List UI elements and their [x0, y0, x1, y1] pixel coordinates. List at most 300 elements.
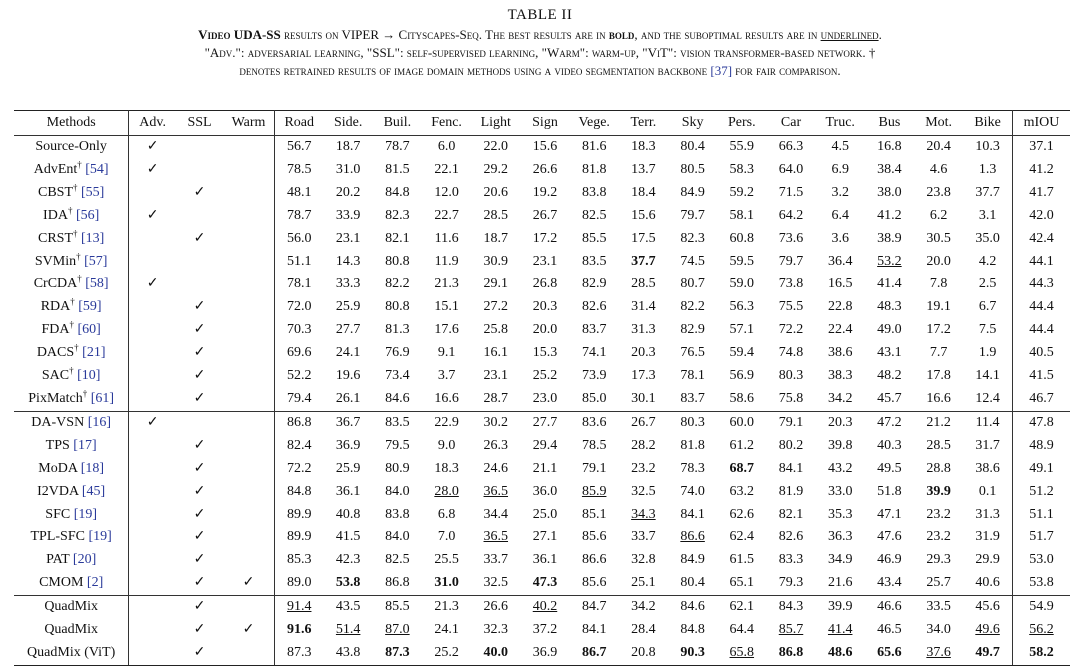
- class-iou-cell: [816, 411, 865, 434]
- value-text: 31.9: [975, 529, 1000, 545]
- value-text: 18.7: [483, 230, 509, 246]
- value-text: 6.0: [437, 139, 456, 154]
- class-iou-cell: [668, 228, 717, 251]
- class-iou-cell: [766, 596, 815, 619]
- class-iou-cell: [914, 342, 963, 365]
- value-text: 41.7: [1029, 184, 1054, 200]
- method-cell: [14, 481, 129, 504]
- table-row: [14, 526, 1070, 549]
- class-iou-cell: [816, 572, 865, 595]
- value-text: 89.9: [286, 529, 312, 545]
- ssl-check-cell: [176, 411, 223, 434]
- value-text: 23.1: [335, 230, 361, 246]
- miou-cell: [1012, 273, 1070, 296]
- table-row: [14, 228, 1070, 251]
- class-iou-cell: [274, 273, 323, 296]
- value-text: 48.1: [286, 184, 312, 200]
- value-text: 6.4: [831, 207, 849, 223]
- class-iou-cell: [520, 549, 569, 572]
- miou-cell: [1012, 228, 1070, 251]
- method-reference: [56]: [75, 207, 100, 223]
- warm-check-cell: [223, 319, 274, 342]
- value-text: 21.3: [434, 599, 459, 615]
- class-iou-cell: [766, 136, 815, 159]
- class-iou-cell: [865, 296, 914, 319]
- value-text: 21.2: [926, 414, 951, 430]
- method-reference: [16]: [87, 414, 112, 430]
- value-text: 47.8: [1029, 414, 1054, 430]
- class-iou-cell: [422, 458, 471, 481]
- miou-cell: [1012, 136, 1070, 159]
- value-text: 79.4: [286, 390, 312, 406]
- value-text: 29.3: [926, 552, 951, 568]
- class-iou-cell: [668, 642, 717, 665]
- class-iou-cell: [816, 205, 865, 228]
- method-name: Source-Only: [35, 139, 107, 154]
- value-text: 55.9: [729, 139, 755, 154]
- value-text: 27.7: [532, 414, 558, 430]
- caption-reference: [37]: [710, 63, 733, 78]
- value-text: 41.2: [1029, 161, 1054, 177]
- class-iou-cell: [520, 228, 569, 251]
- value-text: 41.5: [335, 529, 361, 545]
- value-text: 86.8: [385, 575, 410, 591]
- class-iou-cell: [373, 159, 422, 182]
- value-text: 79.1: [778, 414, 804, 430]
- class-iou-cell: [471, 526, 520, 549]
- warm-check-cell: [223, 458, 274, 481]
- class-iou-cell: [324, 549, 373, 572]
- class-iou-cell: [963, 228, 1012, 251]
- class-iou-cell: [324, 411, 373, 434]
- class-iou-cell: [619, 342, 668, 365]
- class-iou-cell: [570, 205, 619, 228]
- value-text: 4.6: [929, 161, 948, 177]
- value-text: 25.7: [926, 575, 951, 591]
- value-text: 28.5: [631, 276, 656, 292]
- table-row: [14, 411, 1070, 434]
- class-iou-cell: [422, 365, 471, 388]
- value-text: 1.3: [978, 161, 997, 177]
- class-iou-cell: [668, 388, 717, 411]
- method-name: PAT: [46, 552, 70, 568]
- class-iou-cell: [619, 642, 668, 665]
- value-text: 74.5: [680, 253, 705, 269]
- class-iou-cell: [422, 228, 471, 251]
- value-text: 84.0: [385, 529, 410, 545]
- value-text: 53.0: [1029, 552, 1054, 568]
- class-iou-cell: [471, 136, 520, 159]
- value-text: 27.1: [532, 529, 558, 545]
- class-iou-cell: [570, 642, 619, 665]
- class-iou-cell: [865, 273, 914, 296]
- value-text: 43.1: [877, 345, 902, 361]
- value-text: 40.6: [975, 575, 1000, 591]
- column-header: Warm: [223, 111, 274, 136]
- method-name: FDA: [41, 322, 70, 338]
- dagger-mark: †: [76, 250, 81, 261]
- value-text: 46.7: [1029, 390, 1054, 406]
- column-header: Pers.: [717, 111, 766, 136]
- value-text: 26.6: [532, 161, 558, 177]
- class-iou-cell: [865, 596, 914, 619]
- class-iou-cell: [766, 481, 815, 504]
- value-text: 16.5: [827, 276, 853, 292]
- class-iou-cell: [274, 159, 323, 182]
- class-iou-cell: [914, 273, 963, 296]
- value-text: 26.7: [532, 207, 558, 223]
- value-text: 31.4: [631, 299, 656, 315]
- value-text: 78.7: [385, 139, 410, 154]
- caption-lead: Video UDA-SS: [198, 27, 281, 42]
- class-iou-cell: [717, 159, 766, 182]
- table-row: [14, 159, 1070, 182]
- check-mark-icon: ✓: [193, 345, 206, 361]
- value-text: 25.9: [335, 460, 361, 476]
- class-iou-cell: [963, 205, 1012, 228]
- class-iou-cell: [816, 458, 865, 481]
- warm-check-cell: [223, 251, 274, 274]
- class-iou-cell: [422, 182, 471, 205]
- value-text: 3.1: [978, 207, 997, 223]
- class-iou-cell: [471, 159, 520, 182]
- class-iou-cell: [471, 205, 520, 228]
- dagger-mark: †: [73, 182, 78, 193]
- value-text: 58.1: [729, 207, 755, 223]
- class-iou-cell: [865, 319, 914, 342]
- method-name: CrCDA: [33, 276, 78, 292]
- class-iou-cell: [422, 504, 471, 527]
- class-iou-cell: [274, 596, 323, 619]
- class-iou-cell: [619, 435, 668, 458]
- class-iou-cell: [816, 365, 865, 388]
- value-text: 84.8: [680, 622, 705, 638]
- class-iou-cell: [422, 388, 471, 411]
- ssl-check-cell: [176, 596, 223, 619]
- class-iou-cell: [324, 159, 373, 182]
- class-iou-cell: [865, 388, 914, 411]
- value-text: 69.6: [286, 345, 312, 361]
- value-text: 36.9: [335, 437, 361, 453]
- class-iou-cell: [274, 296, 323, 319]
- class-iou-cell: [619, 296, 668, 319]
- class-iou-cell: [766, 365, 815, 388]
- class-iou-cell: [717, 296, 766, 319]
- value-text: 81.8: [581, 161, 607, 177]
- value-text: 33.0: [827, 483, 853, 499]
- value-text: 25.2: [532, 368, 558, 384]
- table-row: [14, 342, 1070, 365]
- class-iou-cell: [520, 182, 569, 205]
- value-text: 37.7: [631, 253, 656, 269]
- table-row: [14, 435, 1070, 458]
- value-text: 63.2: [729, 483, 755, 499]
- value-text: 20.4: [926, 139, 951, 154]
- class-iou-cell: [570, 319, 619, 342]
- value-text: 62.1: [729, 599, 755, 615]
- class-iou-cell: [816, 228, 865, 251]
- class-iou-cell: [274, 435, 323, 458]
- value-text: 84.8: [286, 483, 312, 499]
- class-iou-cell: [914, 458, 963, 481]
- class-iou-cell: [865, 342, 914, 365]
- value-text: 33.5: [926, 599, 951, 615]
- class-iou-cell: [471, 411, 520, 434]
- value-text: 68.7: [729, 460, 755, 476]
- value-text: 29.9: [975, 552, 1000, 568]
- value-text: 65.1: [729, 575, 755, 591]
- value-text: 23.1: [483, 368, 509, 384]
- check-mark-icon: ✓: [193, 184, 206, 200]
- class-iou-cell: [619, 205, 668, 228]
- value-text: 64.0: [778, 161, 804, 177]
- class-iou-cell: [274, 365, 323, 388]
- class-iou-cell: [619, 526, 668, 549]
- value-text: 29.2: [483, 161, 509, 177]
- class-iou-cell: [471, 596, 520, 619]
- adv-check-cell: [129, 342, 176, 365]
- class-iou-cell: [471, 619, 520, 642]
- value-text: 82.3: [385, 207, 410, 223]
- ssl-check-cell: [176, 136, 223, 159]
- method-cell: [14, 205, 129, 228]
- class-iou-cell: [717, 411, 766, 434]
- class-iou-cell: [668, 504, 717, 527]
- method-reference: [13]: [81, 230, 105, 246]
- value-text: 19.2: [532, 184, 558, 200]
- warm-check-cell: [223, 273, 274, 296]
- class-iou-cell: [668, 342, 717, 365]
- value-text: 34.2: [827, 390, 853, 406]
- column-header: Sign: [520, 111, 569, 136]
- column-header: Bike: [963, 111, 1012, 136]
- value-text: 37.1: [1029, 139, 1054, 154]
- value-text: 20.6: [483, 184, 509, 200]
- value-text: 40.8: [335, 506, 361, 522]
- method-name: SVMin: [34, 253, 77, 269]
- value-text: 85.1: [581, 506, 607, 522]
- value-text: 23.2: [926, 529, 951, 545]
- class-iou-cell: [914, 596, 963, 619]
- class-iou-cell: [963, 296, 1012, 319]
- value-text: 19.6: [335, 368, 361, 384]
- class-iou-cell: [963, 642, 1012, 665]
- class-iou-cell: [324, 435, 373, 458]
- class-iou-cell: [373, 319, 422, 342]
- value-text: 36.9: [532, 644, 558, 660]
- value-text: 84.1: [778, 460, 804, 476]
- value-text: 20.0: [926, 253, 951, 269]
- check-mark-icon: ✓: [193, 437, 206, 453]
- ssl-check-cell: [176, 549, 223, 572]
- method-cell: [14, 296, 129, 319]
- value-text: 6.8: [437, 506, 456, 522]
- value-text: 49.7: [975, 644, 1000, 660]
- value-text: 85.7: [778, 622, 804, 638]
- class-iou-cell: [914, 642, 963, 665]
- warm-check-cell: [223, 435, 274, 458]
- adv-check-cell: [129, 182, 176, 205]
- value-text: 28.7: [483, 390, 509, 406]
- class-iou-cell: [373, 251, 422, 274]
- adv-check-cell: [129, 642, 176, 665]
- class-iou-cell: [274, 504, 323, 527]
- class-iou-cell: [274, 319, 323, 342]
- class-iou-cell: [668, 411, 717, 434]
- value-text: 85.3: [286, 552, 312, 568]
- class-iou-cell: [520, 572, 569, 595]
- value-text: 38.9: [877, 230, 902, 246]
- class-iou-cell: [471, 572, 520, 595]
- dagger-mark: †: [77, 159, 82, 170]
- class-iou-cell: [570, 619, 619, 642]
- miou-cell: [1012, 365, 1070, 388]
- class-iou-cell: [520, 411, 569, 434]
- value-text: 11.4: [975, 414, 1000, 430]
- class-iou-cell: [570, 342, 619, 365]
- value-text: 15.3: [532, 345, 558, 361]
- class-iou-cell: [373, 458, 422, 481]
- class-iou-cell: [668, 572, 717, 595]
- class-iou-cell: [668, 273, 717, 296]
- class-iou-cell: [520, 342, 569, 365]
- value-text: 22.9: [434, 414, 459, 430]
- adv-check-cell: [129, 319, 176, 342]
- value-text: 22.7: [434, 207, 459, 223]
- column-header: Mot.: [914, 111, 963, 136]
- method-cell: [14, 458, 129, 481]
- value-text: 31.0: [335, 161, 361, 177]
- class-iou-cell: [717, 342, 766, 365]
- value-text: 17.2: [926, 322, 951, 338]
- value-text: 21.1: [532, 460, 558, 476]
- class-iou-cell: [865, 182, 914, 205]
- value-text: 76.5: [680, 345, 705, 361]
- class-iou-cell: [422, 205, 471, 228]
- class-iou-cell: [766, 619, 815, 642]
- value-text: 6.7: [978, 299, 997, 315]
- value-text: 31.0: [434, 575, 459, 591]
- ssl-check-cell: [176, 572, 223, 595]
- class-iou-cell: [324, 342, 373, 365]
- table-body: [14, 136, 1070, 666]
- caption-text: results on VIPER → Cityscapes-Seq. The best results are in: [280, 27, 609, 42]
- value-text: 84.1: [680, 506, 705, 522]
- value-text: 24.1: [434, 622, 459, 638]
- check-mark-icon: ✓: [146, 276, 159, 292]
- value-text: 12.4: [975, 390, 1000, 406]
- class-iou-cell: [324, 642, 373, 665]
- value-text: 85.6: [581, 575, 607, 591]
- class-iou-cell: [570, 273, 619, 296]
- class-iou-cell: [619, 228, 668, 251]
- class-iou-cell: [865, 251, 914, 274]
- class-iou-cell: [816, 319, 865, 342]
- value-text: 1.9: [978, 345, 997, 361]
- value-text: 74.1: [581, 345, 607, 361]
- caption-line-2: "Adv.": adversarial learning, "SSL": self-supervised learning, "Warm": warm-up, "ViT": vision transformer-based network. †: [204, 45, 876, 60]
- class-iou-cell: [274, 136, 323, 159]
- method-reference: [55]: [81, 184, 105, 200]
- value-text: 78.1: [286, 276, 312, 292]
- class-iou-cell: [373, 411, 422, 434]
- value-text: 10.3: [975, 139, 1000, 154]
- value-text: 48.3: [877, 299, 902, 315]
- value-text: 33.3: [335, 276, 361, 292]
- dagger-mark: †: [77, 273, 82, 284]
- value-text: 65.6: [877, 644, 902, 660]
- class-iou-cell: [865, 159, 914, 182]
- class-iou-cell: [471, 182, 520, 205]
- value-text: 74.0: [680, 483, 705, 499]
- class-iou-cell: [324, 251, 373, 274]
- value-text: 23.1: [532, 253, 558, 269]
- class-iou-cell: [422, 273, 471, 296]
- class-iou-cell: [520, 159, 569, 182]
- value-text: 62.4: [729, 529, 755, 545]
- method-name: I2VDA: [37, 483, 79, 499]
- value-text: 90.3: [680, 644, 705, 660]
- value-text: 36.3: [827, 529, 853, 545]
- value-text: 31.3: [631, 322, 656, 338]
- adv-check-cell: [129, 365, 176, 388]
- class-iou-cell: [963, 159, 1012, 182]
- value-text: 59.5: [729, 253, 755, 269]
- class-iou-cell: [865, 136, 914, 159]
- value-text: 21.3: [434, 276, 459, 292]
- value-text: 27.2: [483, 299, 509, 315]
- class-iou-cell: [963, 596, 1012, 619]
- class-iou-cell: [619, 458, 668, 481]
- class-iou-cell: [865, 411, 914, 434]
- class-iou-cell: [914, 619, 963, 642]
- class-iou-cell: [668, 596, 717, 619]
- value-text: 73.4: [385, 368, 410, 384]
- table-caption: [0, 26, 1080, 80]
- value-text: 84.9: [680, 552, 705, 568]
- value-text: 82.9: [581, 276, 607, 292]
- class-iou-cell: [520, 504, 569, 527]
- method-reference: [60]: [77, 322, 101, 338]
- value-text: 44.3: [1029, 276, 1054, 292]
- value-text: 82.4: [286, 437, 312, 453]
- value-text: 51.8: [877, 483, 902, 499]
- value-text: 29.1: [483, 276, 509, 292]
- class-iou-cell: [520, 619, 569, 642]
- value-text: 30.1: [631, 390, 656, 406]
- class-iou-cell: [422, 619, 471, 642]
- class-iou-cell: [324, 228, 373, 251]
- value-text: 40.5: [1029, 345, 1054, 361]
- adv-check-cell: [129, 526, 176, 549]
- class-iou-cell: [471, 642, 520, 665]
- value-text: 91.6: [286, 622, 312, 638]
- class-iou-cell: [373, 642, 422, 665]
- class-iou-cell: [766, 572, 815, 595]
- value-text: 43.5: [335, 599, 361, 615]
- adv-check-cell: [129, 596, 176, 619]
- warm-check-cell: [223, 159, 274, 182]
- value-text: 73.6: [778, 230, 804, 246]
- method-name: CBST: [37, 184, 73, 200]
- method-cell: [14, 342, 129, 365]
- class-iou-cell: [471, 481, 520, 504]
- table-row: [14, 481, 1070, 504]
- class-iou-cell: [668, 365, 717, 388]
- value-text: 78.1: [680, 368, 705, 384]
- value-text: 84.6: [680, 599, 705, 615]
- value-text: 85.0: [581, 390, 607, 406]
